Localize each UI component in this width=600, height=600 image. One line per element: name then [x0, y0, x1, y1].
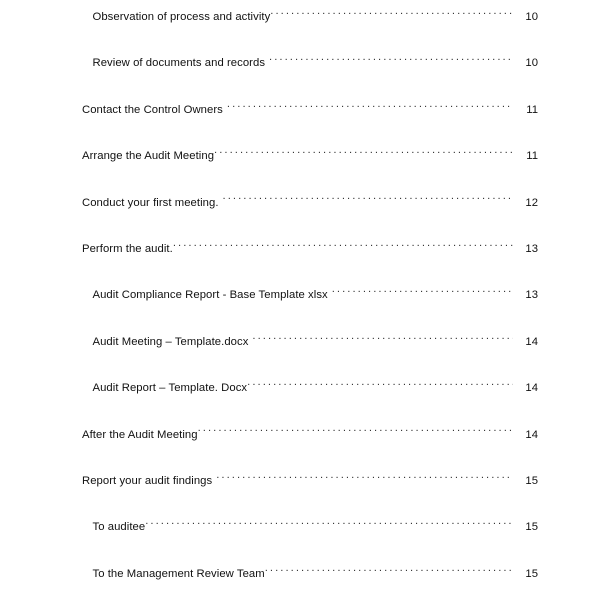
toc-dot-leader: [145, 514, 513, 530]
toc-entry-title: After the Audit Meeting: [82, 428, 198, 441]
toc-entry-title: Arrange the Audit Meeting: [82, 150, 215, 163]
toc-entry-title: Review of documents and records: [92, 57, 266, 70]
toc-entry-title: To auditee: [92, 521, 146, 534]
toc-entry-title: Contact the Control Owners: [82, 103, 223, 116]
toc-entry-title: Audit Report – Template. Docx: [92, 382, 248, 395]
toc-entry-page-number: 11: [526, 103, 538, 116]
toc-entry-page-number: 14: [525, 382, 538, 395]
toc-entry-page-number: 15: [525, 521, 538, 534]
toc-entry[interactable]: [82, 422, 538, 441]
toc-entry-page-number: 13: [525, 243, 538, 255]
toc-entry-page-number: 10: [525, 57, 538, 70]
toc-dot-leader: [332, 282, 513, 298]
toc-entry-page-number: 14: [525, 428, 538, 441]
toc-entry[interactable]: [82, 236, 538, 255]
toc-dot-leader: [198, 422, 513, 438]
toc-entry[interactable]: [92, 50, 539, 70]
toc-entry-title: Report your audit findings: [82, 475, 213, 487]
toc-entry-page-number: 15: [525, 475, 538, 487]
toc-entry[interactable]: [82, 143, 538, 163]
toc-entry[interactable]: [92, 561, 539, 580]
toc-dot-leader: [270, 4, 513, 20]
toc-entry-page-number: 15: [525, 567, 538, 580]
toc-entry[interactable]: [92, 375, 539, 395]
toc-entry-page-number: 10: [525, 11, 538, 23]
toc-entry-title: Observation of process and activity: [92, 11, 271, 23]
toc-dot-leader: [173, 236, 513, 252]
toc-dot-leader: [269, 50, 513, 66]
toc-entry-title: To the Management Review Team: [92, 567, 265, 580]
toc-entry[interactable]: [92, 514, 539, 534]
toc-entry[interactable]: [82, 468, 538, 487]
toc-entry[interactable]: [82, 190, 538, 209]
toc-dot-leader: [216, 468, 513, 484]
toc-entry-page-number: 13: [525, 289, 538, 302]
toc-dot-leader: [247, 375, 513, 391]
toc-dot-leader: [252, 329, 513, 345]
toc-entry-title: Conduct your first meeting.: [82, 196, 219, 209]
toc-entry-page-number: 12: [525, 196, 538, 209]
toc-entry-title: Perform the audit.: [82, 243, 173, 255]
toc-dot-leader: [265, 561, 513, 577]
toc-entry-title: Audit Meeting – Template.docx: [92, 335, 249, 348]
toc-dot-leader: [214, 143, 513, 159]
toc-dot-leader: [223, 190, 513, 206]
toc-entry[interactable]: [92, 282, 539, 302]
toc-entry[interactable]: [82, 97, 538, 116]
toc-entry-title: Audit Compliance Report - Base Template xlsx: [92, 289, 328, 302]
toc-dot-leader: [227, 97, 513, 113]
toc-entry-page-number: 14: [525, 335, 538, 348]
toc-entry-page-number: 11: [526, 150, 538, 163]
toc-entry[interactable]: [92, 4, 539, 23]
toc-entry[interactable]: [92, 329, 539, 348]
